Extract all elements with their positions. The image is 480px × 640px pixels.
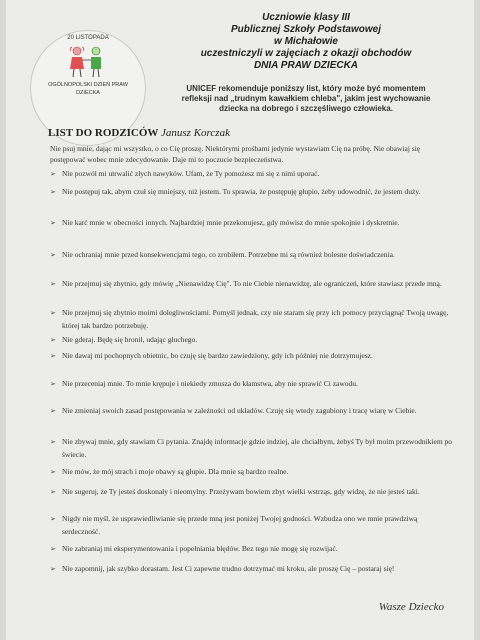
arrow-bullet-icon: ➢	[50, 352, 56, 360]
list-item: ➢ Nie pozwól mi utrwalić złych nawyków. Ufam, że Ty pomożesz mi się z nimi uporać.	[50, 168, 455, 181]
header-line: w Michałowie	[274, 36, 338, 47]
intro-block	[156, 84, 456, 114]
intro-line: UNICEF rekomenduje poniższy list, który może być momentem	[186, 84, 426, 93]
arrow-bullet-icon: ➢	[50, 407, 56, 415]
header-block	[156, 12, 456, 72]
list-item: ➢ Nigdy nie myśl, że usprawiedliwianie się przede mną jest poniżej Twojej godności. Wzbudza ono we mnie prawdziwą serdeczność.	[50, 514, 418, 536]
list-item: ➢ Nie karć mnie w obecności innych. Najbardziej mnie przekonujesz, gdy mówisz do mnie spokojnie i dyskretnie.	[50, 217, 455, 230]
arrow-bullet-icon: ➢	[50, 219, 56, 227]
header-line: Uczniowie klasy III	[262, 12, 350, 23]
arrow-bullet-icon: ➢	[50, 188, 56, 196]
list-item: ➢ Nie dawaj mi pochopnych obietnic, bo czuję się bardzo zawiedziony, gdy ich później nie dotrzymujesz.	[50, 350, 455, 363]
letter-opening: Nie psuj mnie, dając mi wszystko, o co Cię proszę. Niektórymi prośbami jedynie wystawiam Cię na próbę. Nie obawiaj się postępować wobec mnie zdecydowanie. Daje mi to poczucie bezpieczeństwa.	[50, 144, 421, 164]
document-page	[6, 0, 474, 640]
list-item: ➢ Nie sugeruj, że Ty jesteś doskonały i nieomylny. Przeżywam bowiem zbyt wielki wstrząs, gdy widzę, że nie jesteś taki.	[50, 486, 455, 499]
letter-author: Janusz Korczak	[161, 127, 230, 139]
arrow-bullet-icon: ➢	[50, 170, 56, 178]
list-item: ➢ Nie gderaj. Będę się bronił, udając głuchego.	[50, 334, 455, 347]
list-item: ➢ Nie postępuj tak, abym czuł się mniejszy, niż jestem. To sprawia, że postępuję głupio, żeby udowodnić, że jestem duży.	[50, 186, 455, 199]
signature: Wasze Dziecko	[378, 601, 444, 613]
list-item: ➢ Nie przejmuj się zbytnio moimi dolegliwościami. Pomyśl jednak, czy nie staram się przy ich pomocy przyciągnąć Twoją uwagę, której tak bardzo potrzebuję.	[50, 308, 449, 330]
list-item: ➢ Nie zmieniaj swoich zasad postępowania w zależności od układów. Czuję się wtedy zagubiony i tracę wiarę w Ciebie.	[50, 405, 455, 418]
arrow-bullet-icon: ➢	[50, 468, 56, 476]
letter-title	[48, 127, 230, 139]
arrow-bullet-icon: ➢	[50, 545, 56, 553]
list-item: ➢ Nie przeceniaj mnie. To mnie krępuje i niekiedy zmusza do kłamstwa, aby nie sprawić Ci zawodu.	[50, 378, 455, 391]
arrow-bullet-icon: ➢	[50, 515, 56, 523]
logo-top-text: 20 LISTOPADA	[67, 35, 109, 41]
children-figures-icon	[65, 45, 109, 79]
list-item: ➢ Nie zabraniaj mi eksperymentowania i popełniania błędów. Bez tego nie mogę się rozwijać.	[50, 543, 455, 556]
arrow-bullet-icon: ➢	[50, 565, 56, 573]
arrow-bullet-icon: ➢	[50, 438, 56, 446]
arrow-bullet-icon: ➢	[50, 280, 56, 288]
list-item: ➢ Nie mów, że mój strach i moje obawy są głupie. Dla mnie są bardzo realne.	[50, 466, 455, 479]
logo-bottom-text: OGÓLNOPOLSKI DZIEŃ PRAW DZIECKA	[48, 82, 128, 96]
arrow-bullet-icon: ➢	[50, 251, 56, 259]
list-item: ➢ Nie ochraniaj mnie przed konsekwencjami tego, co zrobiłem. Potrzebne mi są również bolesne doświadczenia.	[50, 249, 455, 262]
intro-line: refleksji nad „trudnym kawałkiem chleba", jakim jest wychowanie	[181, 94, 431, 103]
arrow-bullet-icon: ➢	[50, 380, 56, 388]
list-item: ➢ Nie zbywaj mnie, gdy stawiam Ci pytania. Znajdę informacje gdzie indziej, ale chciałbym, żebyś Ty był moim przewodnikiem po świecie.	[50, 437, 453, 459]
list-item: ➢ Nie przejmuj się zbytnio, gdy mówię „Nienawidzę Cię". To nie Ciebie nienawidzę, ale ograniczeń, które stawiasz przede mną.	[50, 278, 455, 291]
header-line: uczestniczyli w zajęciach z okazji obchodów	[200, 48, 412, 59]
arrow-bullet-icon: ➢	[50, 336, 56, 344]
list-item: ➢ Nie zapomnij, jak szybko dorastam. Jest Ci zapewne trudno dotrzymać mi kroku, ale proszę Cię – postaraj się!	[50, 563, 455, 576]
header-line: DNIA PRAW DZIECKA	[253, 60, 359, 71]
intro-line: dziecka na dobrego i szczęśliwego człowieka.	[219, 104, 393, 113]
arrow-bullet-icon: ➢	[50, 309, 56, 317]
header-line: Publicznej Szkoły Podstawowej	[230, 24, 382, 35]
letter-title-text: LIST DO RODZICÓW	[48, 127, 159, 139]
arrow-bullet-icon: ➢	[50, 488, 56, 496]
